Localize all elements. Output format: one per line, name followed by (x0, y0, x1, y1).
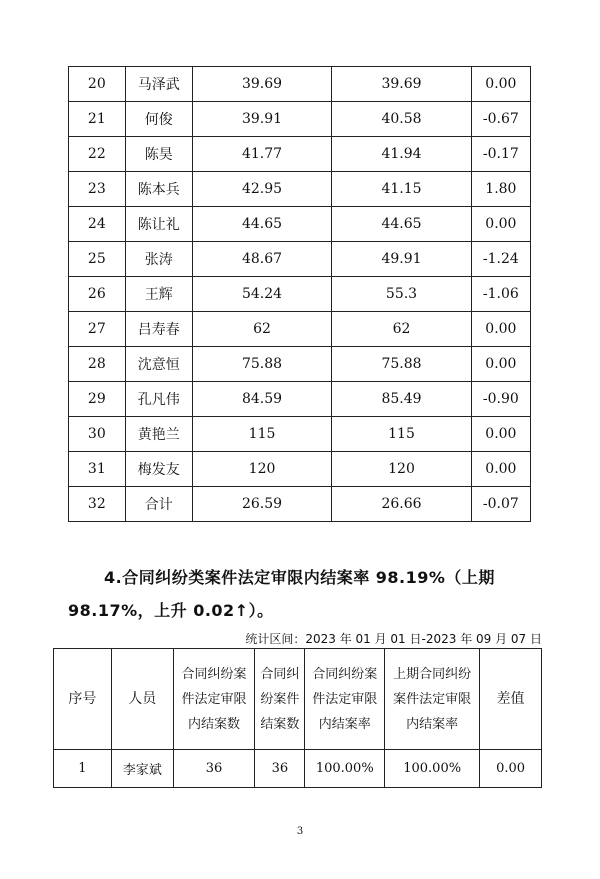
table-cell: 36 (255, 750, 305, 788)
table-cell: 41.15 (332, 172, 471, 207)
table-row (54, 750, 542, 788)
table-header-cell (255, 649, 305, 750)
table-cell: -0.07 (471, 487, 530, 522)
table-row (69, 207, 531, 242)
table-cell: 李家斌 (111, 750, 173, 788)
table-cell: 23 (69, 172, 126, 207)
table-cell: 62 (192, 312, 331, 347)
table-cell: 42.95 (192, 172, 331, 207)
table-cell: 44.65 (332, 207, 471, 242)
table-cell: 沈意恒 (125, 347, 192, 382)
table-cell: 陈本兵 (125, 172, 192, 207)
table-header-cell (111, 649, 173, 750)
table-cell: 27 (69, 312, 126, 347)
page-number: 3 (296, 826, 304, 837)
table-row (69, 277, 531, 312)
table-cell: 25 (69, 242, 126, 277)
table-cell: 28 (69, 347, 126, 382)
table-cell: 20 (69, 67, 126, 102)
header-line: 人员 (128, 690, 157, 707)
table-cell: 36 (173, 750, 255, 788)
header-line: 合同纠纷案 (181, 666, 247, 682)
section-heading-line2: 98.17%，上升 0.02↑）。 (68, 601, 274, 620)
table-cell: 0.00 (471, 312, 530, 347)
table-header-cell (480, 649, 542, 750)
table-cell: 何俊 (125, 102, 192, 137)
table-cell: 26.59 (192, 487, 331, 522)
table-cell: 39.69 (332, 67, 471, 102)
table-row (69, 347, 531, 382)
table-cell: 115 (192, 417, 331, 452)
table-cell: 100.00% (305, 750, 385, 788)
table-header-cell (305, 649, 385, 750)
table-cell: 1 (54, 750, 112, 788)
table-cell: 29 (69, 382, 126, 417)
table-cell: 49.91 (332, 242, 471, 277)
table-cell: 120 (192, 452, 331, 487)
table-header-row (54, 649, 542, 750)
table-cell: 24 (69, 207, 126, 242)
table-cell: 孔凡伟 (125, 382, 192, 417)
header-line: 内结案率 (406, 716, 459, 732)
table-cell: 张涛 (125, 242, 192, 277)
table-cell: 32 (69, 487, 126, 522)
table-row (69, 487, 531, 522)
table-cell: 1.80 (471, 172, 530, 207)
table-cell: 48.67 (192, 242, 331, 277)
table-cell: 84.59 (192, 382, 331, 417)
table-cell: -0.90 (471, 382, 530, 417)
table-cell: -0.17 (471, 137, 530, 172)
table-header-cell (385, 649, 480, 750)
header-line: 结案数 (260, 716, 300, 732)
table-row (69, 102, 531, 137)
table-cell: 100.00% (385, 750, 480, 788)
table-cell: 黄艳兰 (125, 417, 192, 452)
table-cell: 22 (69, 137, 126, 172)
table-cell: 0.00 (480, 750, 542, 788)
header-line: 件法定审限 (312, 691, 378, 707)
table-cell: 梅发友 (125, 452, 192, 487)
section-heading-line1: 4.合同纠纷类案件法定审限内结案率 98.19%（上期 (104, 568, 495, 587)
table-header-cell (173, 649, 255, 750)
table-cell: 40.58 (332, 102, 471, 137)
header-line: 纷案件 (260, 691, 300, 707)
header-line: 内结案数 (188, 716, 241, 732)
table-cell: 75.88 (192, 347, 331, 382)
table-cell: 30 (69, 417, 126, 452)
table-cell: 0.00 (471, 207, 530, 242)
header-line: 案件法定审限 (393, 691, 472, 707)
table-row (69, 172, 531, 207)
table-cell: 62 (332, 312, 471, 347)
table-cell: 0.00 (471, 347, 530, 382)
table-cell: 26 (69, 277, 126, 312)
table-cell: 陈让礼 (125, 207, 192, 242)
table-cell: 39.69 (192, 67, 331, 102)
table-cell: 0.00 (471, 452, 530, 487)
table-row (69, 382, 531, 417)
table-row (69, 452, 531, 487)
table-cell: 0.00 (471, 67, 530, 102)
table-cell: 21 (69, 102, 126, 137)
contract-dispute-table (53, 648, 542, 788)
table-cell: 85.49 (332, 382, 471, 417)
stat-range: 统计区间：2023 年 01 月 01 日-2023 年 09 月 07 日 (245, 632, 542, 646)
table-cell: -1.24 (471, 242, 530, 277)
average-duration-table (68, 66, 531, 522)
table-cell: -1.06 (471, 277, 530, 312)
header-line: 差值 (496, 690, 525, 707)
table-cell: 26.66 (332, 487, 471, 522)
table-cell: 合计 (125, 487, 192, 522)
header-line: 序号 (68, 690, 97, 707)
table-cell: 吕寿春 (125, 312, 192, 347)
header-line: 合同纠 (260, 666, 300, 682)
table-cell: 41.94 (332, 137, 471, 172)
table-cell: 39.91 (192, 102, 331, 137)
header-line: 内结案率 (318, 716, 371, 732)
table-cell: 马泽武 (125, 67, 192, 102)
table-cell: 44.65 (192, 207, 331, 242)
table-cell: 0.00 (471, 417, 530, 452)
table-cell: 120 (332, 452, 471, 487)
table-cell: 115 (332, 417, 471, 452)
table-cell: 王辉 (125, 277, 192, 312)
table-row (69, 67, 531, 102)
table-header-cell (54, 649, 112, 750)
table-cell: 55.3 (332, 277, 471, 312)
table-cell: 75.88 (332, 347, 471, 382)
header-line: 上期合同纠纷 (393, 666, 472, 682)
header-line: 合同纠纷案 (312, 666, 378, 682)
table-cell: 41.77 (192, 137, 331, 172)
table-cell: 陈昊 (125, 137, 192, 172)
table-row (69, 312, 531, 347)
header-line: 件法定审限 (181, 691, 247, 707)
table-cell: -0.67 (471, 102, 530, 137)
table-row (69, 242, 531, 277)
table-row (69, 417, 531, 452)
table-row (69, 137, 531, 172)
table-cell: 54.24 (192, 277, 331, 312)
table-cell: 31 (69, 452, 126, 487)
